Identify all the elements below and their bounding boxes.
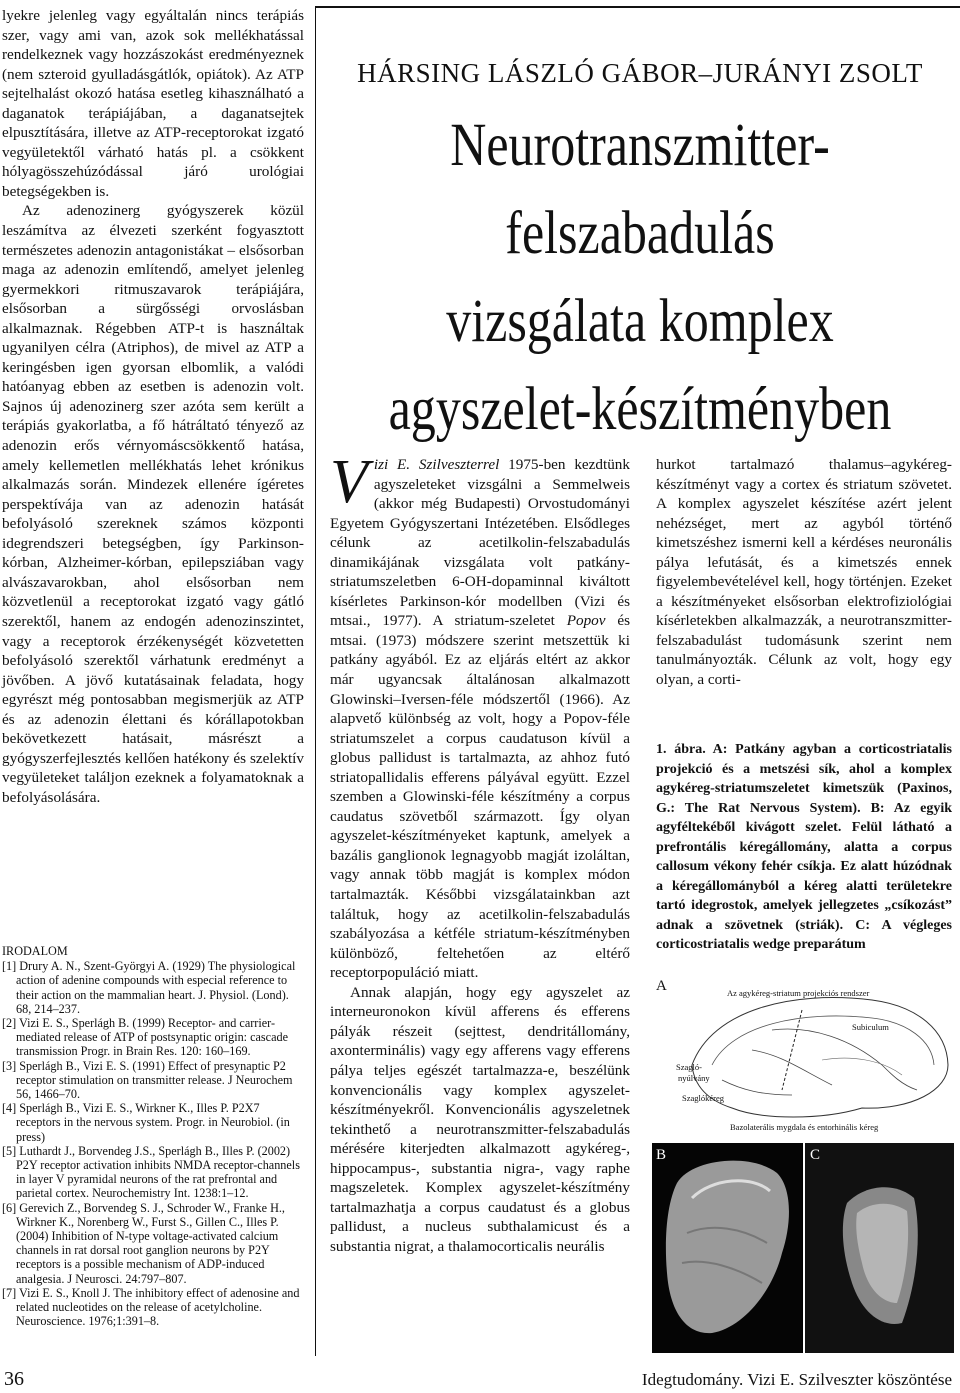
diagram-label: nyúlvány (678, 1073, 710, 1083)
reference-item: [4] Sperlágh B., Vizi E. S., Wirkner K., Illes P. P2X7 receptors in the nervous system. Progr. in Neurobiol. (in press) (2, 1101, 290, 1144)
paragraph: Annak alapján, hogy egy agyszelet az interneuronokon kívül afferens és efferens pályák részeit (sejttest, dendritállomány, axonterminális) vagy egy afferens vagy efferens pálya teljes egészét tartalmazza-e, beszélünk konvencionális vagy komplex agyszelet-készítményekről. Konvencionális agyszeletnek tekinthető a neurotranszmitter-felszabadulás mérésére kiterjedten alkalmazott agykéreg-, hippocampus-, substantia nigra-, vagy raphe magszeletek. Komplex agyszelet-készítmény tartalmazhatja a corpus caudatust és a globus pallidust, a nucleus subthalamicust és a substantia nigrat, a thalamocorticalis neurális (330, 983, 630, 1255)
page-number: 36 (4, 1368, 24, 1390)
article-title (386, 102, 894, 454)
diagram-label: Subiculum (852, 1022, 889, 1032)
panel-label-c: C (810, 1147, 821, 1163)
paragraph-text: és mtsai. (1973) módszere szerint metszettük ki patkány agyából. Ez az eljárás eltért az akkor már ugyancsak általánosan alkalmazott Glowinski–Iversen-féle módszertől (1966). Az alapvető különbség az volt, hogy a Popov-féle striatumszelet a corpus caudatuson kívül a globus pallidust is tartalmazta, az ahhoz futó striatopallidalis efferens pályával együtt. Ezzel szemben a Glowinski-féle készítmény a corpus caudatus szövetből származott. Így olyan agyszelet-készítményeket kaptunk, amelyek a bazális ganglionok legnagyobb magját izoláltan, vagy annak több magját is komplex módon tartalmazták. Későbbi vizsgálatainkban azt találtuk, hogy az acetilkolin-felszabadulás szabályozása a kétféle striatum-készítményben különböző, feltehetően az eltérő receptorpopuláció miatt. (330, 612, 630, 982)
reference-item: [1] Drury A. N., Szent-Györgyi A. (1929) The physiological action of adenine compounds with especial reference to their action on the mammalian heart. J. Physiol. (Lond). 68, 214–237. (2, 959, 296, 1016)
title-line: felszabadulás (505, 200, 775, 267)
title-line: agyszelet-készítményben (388, 376, 892, 443)
reference-item: [3] Sperlágh B., Vizi E. S. (1991) Effect of presynaptic P2 receptor stimulation on transmitter release. J Neurochem 56, 1466–70. (2, 1058, 293, 1102)
running-footer: Idegtudomány. Vizi E. Szilveszter köszöntése (641, 1370, 952, 1389)
paragraph: Az adenozinerg gyógyszerek közül leszámítva az élvezeti szerként fogyasztott természetes adenozin antagonistákat – elsősorban maga az adenozin említendő, amelyet jelenleg gyermekkori ritmuszavarok terápiájára, elsősorban a sürgősségi orvoslásban alkalmaznak. Régebben ATP-t is használtak ugyanilyen célra (Atriphos), de mivel az ATP a keringésben igen gyorsan elbomlik, a valódi hatóanyag ebben az esetben is adenozin volt. Sajnos új adenozinerg szer azóta sem került a terápiás gyakorlatba, a fő hátráltató tényező az adenozin erős vérnyomáscsökkentő hatása, amely kellemetlen mellékhatás lehet krónikus alkalmazás során. Mindezek ellenére ígéretes perspektívája van az adenozin hatását befolyásoló szereknek számos központi idegrendszeri betegségben, így Parkinson-kórban, Alzheimer-kórban, epilepsziában vagy alvászavarokban, ahol elsősorban nem közvetlenül a receptorokat izgató vagy gátló szerektől, hanem az endogén adenozinszintet, vagy a receptorok érzékenységét közvetetten befolyásoló szerektől várhatunk eredményt a jövőben. A jövő kutatásainak feladata, hogy egyrészt még pontosabban megismerjük az ATP és az adenozin élettani és kórállapotokban bekövetkezett hatásait, másrészt a gyógyszerfejlesztés kellően hatékony és szelektív vegyületeket találjon ezeknek a folyamatoknak a befolyásolására. (2, 202, 304, 806)
figure-panel-a (652, 970, 954, 1140)
references-heading: IRODALOM (2, 944, 68, 958)
paragraph: hurkot tartalmazó thalamus–agykéreg-készítményt vagy a cortex és striatum szövetet. A komplex agyszelet készítése azért jelent nehézséget, mert az agyból történő kimetszéshez ismerni kell a kérdéses neuronális pálya lefutását, és a kimetszés ennek figyelembevételével kell, hogy történjen. Ezeket a készítményeket elsősorban elektrofiziológiai kísérletekben alkalmazzák, a neurotranszmitter-felszabadulást tudomásunk szerint nem tanulmányozták. Célunk az volt, hogy egy olyan, a corti- (656, 456, 952, 689)
left-column (2, 6, 304, 807)
reference-item: [5] Luthardt J., Borvendeg J.S., Sperlágh B., Illes P. (2002) P2Y receptor activation inhibits NMDA receptor-channels in layer V pyramidal neurons of the rat prefrontal and parietal cortex. Neurochemistry Int. 1238:1–12. (2, 1143, 300, 1201)
reference-item: [7] Vizi E. S., Knoll J. The inhibitory effect of adenosine and related nucleotides on the release of acetylcholine. Neuroscience. 1976;1:391–8. (2, 1285, 300, 1329)
middle-column (330, 448, 630, 1256)
figure-1 (652, 970, 954, 1353)
reference-item: [6] Gerevich Z., Borvendeg S. J., Schroder W., Franke H., Wirkner K., Norenberg W., Furst S., Gillen C., Illes P. (2004) Inhibition of N-type voltage-activated calcium channels in rat dorsal root ganglion neurons by P2Y receptors is a possible mechanism of ADP-induced analgesia. J Neurosci. 24:797–807. (2, 1200, 285, 1286)
title-line: Neurotranszmitter- (450, 112, 830, 179)
references (2, 944, 304, 1328)
diagram-label: Az agykéreg-striatum projekciós rendszer (727, 988, 870, 998)
italic-name: izi E. Szilveszterrel (373, 456, 500, 473)
italic-name: Popov (566, 612, 606, 630)
diagram-label: Bazolaterális mygdala és entorhinális kéreg (730, 1122, 879, 1132)
panel-label-a: A (656, 978, 667, 994)
diagram-label: Szagló- (676, 1062, 702, 1072)
figure-panels-bc (652, 1143, 954, 1353)
figure-caption: 1. ábra. A: Patkány agyban a corticostriatalis projekció és a metszési sík, ahol a komplex agykéreg-striatumszeletet kimetszük (Paxinos, G.: The Rat Nervous System). B: Az egyik agyféltekéből kivágott szelet. Felül látható a prefrontális kéregállomány, alatta a corpus callosum vékony fehér csíkja. Ez alatt húzódnak a kéregállományból a kéreg alatti területekre tartó idegrostok, amelyek jellegzetes „csíkozást” adnak a szövetnek (striák). C: A végleges corticostriatalis wedge preparátum (656, 742, 952, 952)
paragraph-text: 1975-ben kezdtünk agyszeleteket vizsgálni a Semmelweis (akkor még Budapesti) Orvostudományi Egyetem Gyógyszertani Intézetében. Elsődleges célunk az acetilkolin-felszabadulás dinamikájának vizsgálata volt patkány-striatumszeletben 6-OH-dopaminnal kiváltott kísérletes Parkinson-kór modellben (Vizi és mtsai., 1977). A striatum-szeletet (330, 456, 630, 630)
top-rule (316, 6, 960, 8)
panel-label-b: B (656, 1147, 667, 1163)
column-divider (315, 6, 316, 1356)
drop-cap: V (330, 448, 368, 516)
paragraph: lyekre jelenleg vagy egyáltalán nincs terápiás szer, vagy ami van, azok sok mellékhatással rendelkeznek vagy hozzászokást eredményeznek (nem szteroid gyulladásgátlók, opiátok). Az ATP sejtelhalást okozó hatása esetleg kihasználható a daganatok terápiájában, a daganatsejtek elpusztítására, illetve az ATP-receptorokat izgató vegyületektől várható hatás pl. a csökkent hólyagösszehúzódással járó urológiai betegségekben is. (2, 7, 304, 200)
title-line: vizsgálata komplex (446, 288, 834, 355)
diagram-label: Szaglókéreg (682, 1093, 725, 1103)
reference-item: [2] Vizi E. S., Sperlágh B. (1999) Receptor- and carrier-mediated release of ATP of postsynaptic origin: cascade transmission Progr. in Brain Res. 120: 160–169. (2, 1016, 288, 1059)
article-authors: HÁRSING LÁSZLÓ GÁBOR–JURÁNYI ZSOLT (357, 58, 923, 88)
right-column (656, 455, 952, 690)
slice-photos (652, 1143, 954, 1353)
